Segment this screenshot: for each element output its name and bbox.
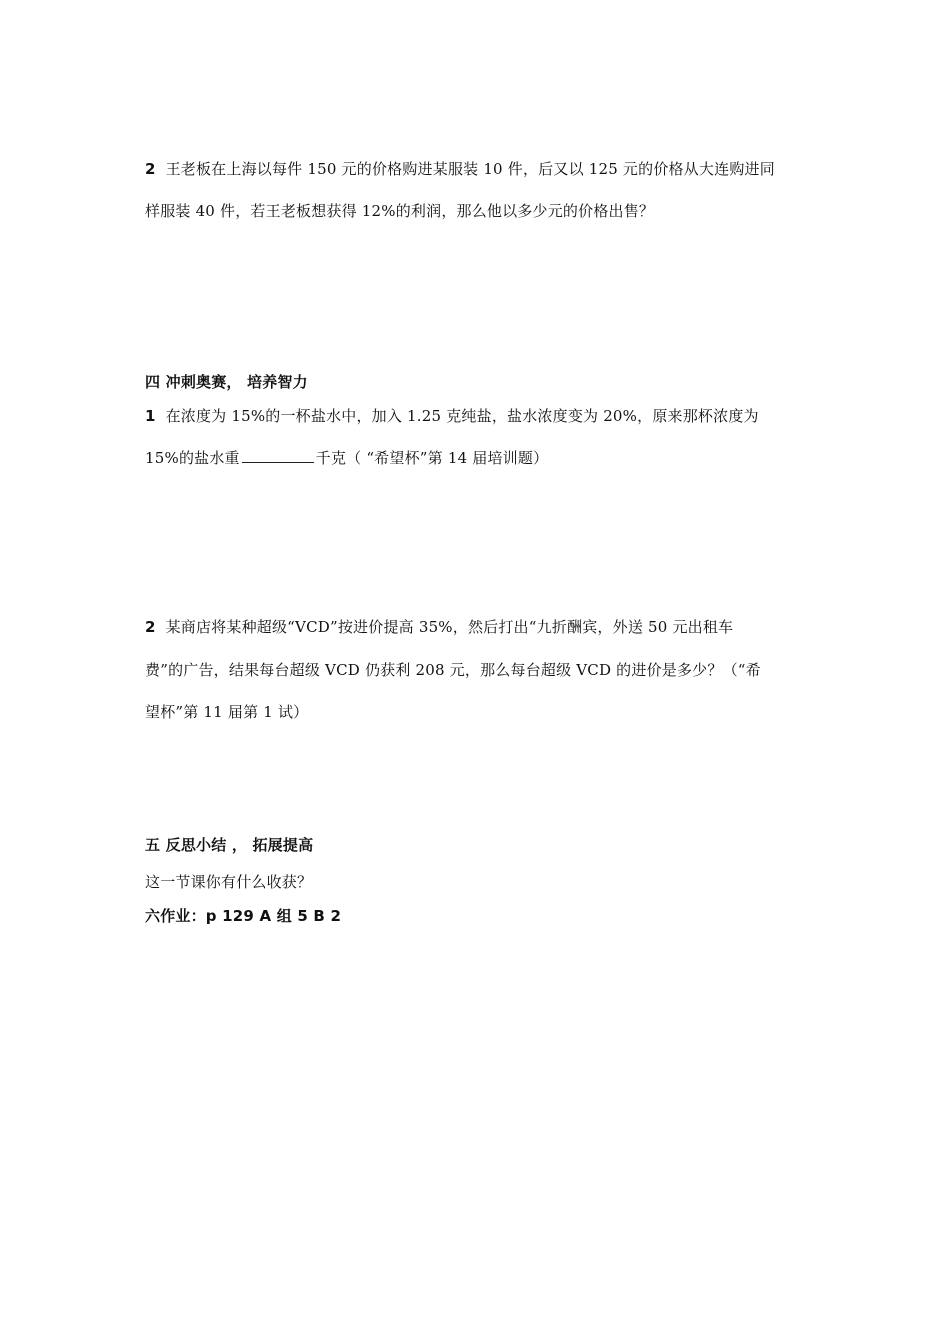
s4-q2-text-1: 某商店将某种超级“VCD”按进价提高 35%，然后打出“九折酬宾，外送 50 元出租车 [165,618,734,636]
section5-title: 五 反思小结 ， 拓展提高 [145,836,314,854]
section5-text: 这一节课你有什么收获？ [145,873,313,891]
s4-q1-line1 [145,406,810,426]
s3-q2-number: 2 [145,160,156,178]
s4-q2-number: 2 [145,618,156,636]
s4-q2-line2: 费”的广告，结果每台超级 VCD 仍获利 208 元，那么每台超级 VCD 的进价是多少？（“希 [145,661,761,679]
section6-title: 六作业：p 129 A 组 5 B 2 [145,907,342,925]
section4-title: 四 冲刺奥赛， 培养智力 [145,373,308,391]
s3-q2-text-1: 王老板在上海以每件 150 元的价格购进某服装 10 件，后又以 125 元的价格从大连购进同 [165,160,775,178]
s4-q2-line1 [145,617,810,637]
s4-q1-text-1: 在浓度为 15%的一杯盐水中，加入 1.25 克纯盐，盐水浓度变为 20%，原来那杯浓度为 [165,407,759,425]
s3-q2-line2: 样服装 40 件，若王老板想获得 12%的利润，那么他以多少元的价格出售？ [145,202,655,220]
s4-q1-number: 1 [145,407,156,425]
s4-q1-line2 [145,448,810,468]
s4-q1-text-2a: 15%的盐水重 [145,449,240,467]
answer-blank [242,448,314,463]
s4-q2-line3: 望杯”第 11 届第 1 试） [145,703,309,721]
s3-q2-line1 [145,159,810,179]
s4-q1-text-2b: 千克（ “希望杯”第 14 届培训题） [315,449,549,467]
